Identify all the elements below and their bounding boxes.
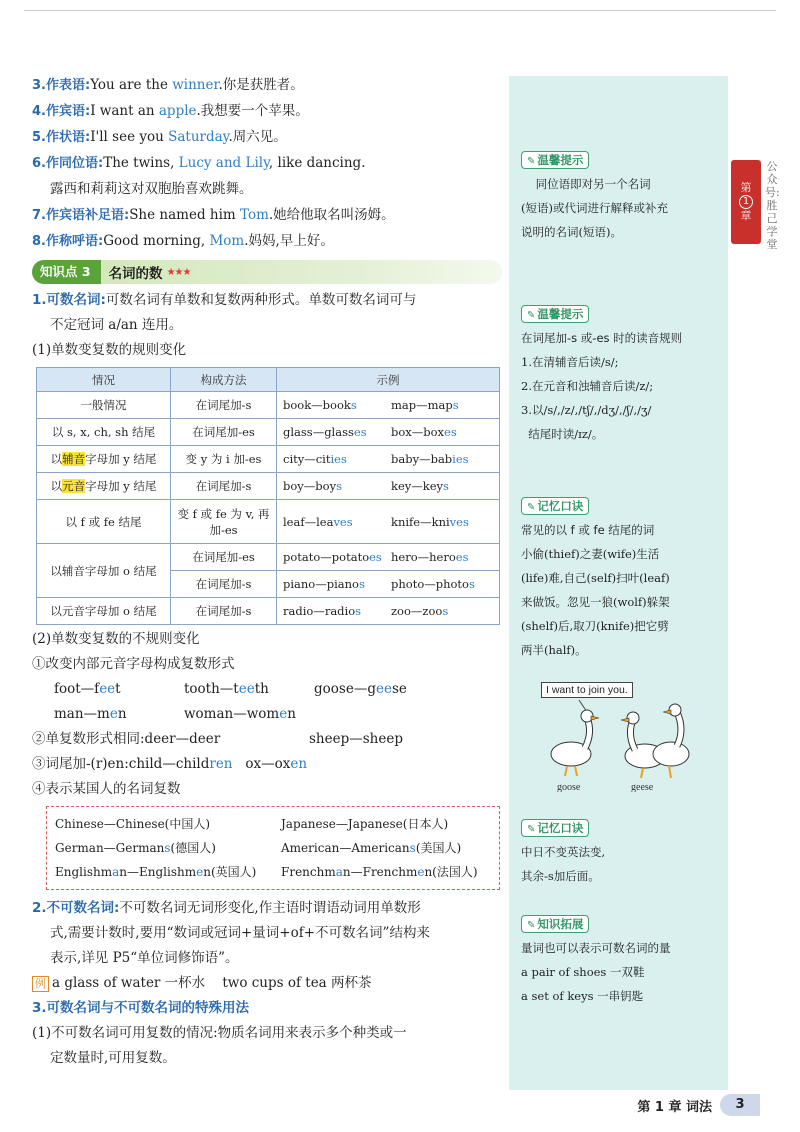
suffix: s <box>452 398 459 412</box>
table-row <box>37 544 500 571</box>
table-cell: 变 y 为 i 加-es <box>171 446 277 473</box>
usage-highlight: Saturday <box>168 129 229 145</box>
example-word: piano—pianos <box>283 577 365 591</box>
lightbulb-icon: ✎ <box>527 156 536 167</box>
usage-highlight: Tom <box>239 207 269 223</box>
usage-list <box>32 72 502 254</box>
goose-label: goose <box>557 782 581 792</box>
page-footer <box>637 1094 760 1116</box>
top-rule <box>24 10 776 11</box>
suffix: s <box>350 398 357 412</box>
usage-label: 7.作宾语补足语: <box>32 208 130 223</box>
word-pair: man—men <box>54 706 127 722</box>
nationality-box <box>46 806 500 890</box>
table-header-cell: 示例 <box>277 368 500 392</box>
tip-extension: ✎ 知识拓展 量词也可以表示可数名词的量 a pair of shoes 一双鞋 a set of keys 一串钥匙 <box>521 917 671 1003</box>
highlight-mark: 辅音 <box>62 452 86 466</box>
usage-line <box>32 176 502 202</box>
usage-line <box>32 150 502 176</box>
usage-text: I want an <box>90 103 159 119</box>
table-row <box>37 392 500 419</box>
table-cell: 变 f 或 fe 为 v, 再加-es <box>171 500 277 544</box>
usage-label: 8.作称呼语: <box>32 234 104 249</box>
usage-text: .她给他取名叫汤姆。 <box>268 207 395 223</box>
table-header <box>37 368 500 392</box>
usage-text: You are the <box>90 77 173 93</box>
suffix: ies <box>452 452 469 466</box>
table-cell <box>277 419 500 446</box>
table-cell <box>277 598 500 625</box>
knowledge-point-title: 名词的数 <box>108 266 163 282</box>
subsection-title: (1)单数变复数的规则变化 <box>32 342 187 358</box>
section-countable <box>32 288 502 313</box>
table-cell <box>277 473 500 500</box>
table-cell <box>277 392 500 419</box>
tip-heading: ✎ 温馨提示 <box>521 305 589 323</box>
example-word: glass—glasses <box>283 425 367 439</box>
plural-rules-table <box>36 367 500 625</box>
chapter-tab: 第 1 章 <box>731 160 761 244</box>
example-word: book—books <box>283 398 357 412</box>
chapter-label: 第 1 章 词法 <box>637 1099 712 1115</box>
tip-memory-f: ✎ 记忆口诀 常见的以 f 或 fe 结尾的词 小偷(thief)之妻(wife)生活 (life)难,自己(self)扫叶(leaf) 来做饭。忽见一狼(wolf)躲架 (shelf)后,取刀(knife)把它劈 两半(half)。 <box>521 499 670 657</box>
suffix: s <box>336 479 342 493</box>
table-cell <box>277 544 500 571</box>
suffix: es <box>353 425 367 439</box>
example-word: baby—babies <box>391 452 469 466</box>
vowel-change: ee <box>238 681 255 697</box>
usage-highlight: apple <box>158 103 197 119</box>
section-heading: 2.不可数名词: <box>32 900 120 916</box>
table-cell: 在词尾加-es <box>171 419 277 446</box>
nationality-row: Chinese—Chinese(中国人) Japanese—Japanese(日本人) <box>55 817 449 831</box>
table-cell <box>277 500 500 544</box>
example-word: knife—knives <box>391 514 469 529</box>
table-cell: 以 f 或 fe 结尾 <box>37 500 171 544</box>
usage-label: 4.作宾语: <box>32 104 91 119</box>
usage-text: .你是获胜者。 <box>218 77 304 93</box>
table-cell: 一般情况 <box>37 392 171 419</box>
usage-text: , like dancing. <box>268 155 366 171</box>
table-row <box>37 419 500 446</box>
usage-label: 5.作状语: <box>32 130 91 145</box>
usage-text: Good morning, <box>103 233 210 249</box>
table-cell: 在词尾加-s <box>171 571 277 598</box>
rule-item: ①改变内部元音字母构成复数形式 <box>32 656 235 672</box>
word-pair: foot—feet <box>54 681 121 697</box>
usage-label: 3.作表语: <box>32 78 91 93</box>
suffix: ies <box>330 452 347 466</box>
example-word: leaf—leaves <box>283 514 353 529</box>
suffix: ves <box>333 514 353 529</box>
usage-highlight: Lucy and Lily <box>178 155 269 171</box>
vertical-watermark: 公众号:胜己学堂 <box>765 160 780 251</box>
page-number: 3 <box>720 1094 760 1116</box>
example-word: boy—boys <box>283 479 342 493</box>
vowel-change: ee <box>99 681 116 697</box>
sidebar <box>509 76 728 1090</box>
lightbulb-icon: ✎ <box>527 310 536 321</box>
example-word: hero—heroes <box>391 550 469 564</box>
rule-item: ④表示某国人的名词复数 <box>32 781 181 797</box>
goose-icon <box>551 710 599 776</box>
table-header-cell: 情况 <box>37 368 171 392</box>
table-row <box>37 446 500 473</box>
suffix: ves <box>449 514 469 529</box>
geese-label: geese <box>631 782 654 792</box>
usage-line <box>32 72 502 98</box>
suffix: s <box>468 577 475 591</box>
nationality-row: Englishman—Englishmen(英国人) Frenchman—Frenchmen(法国人) <box>55 865 478 879</box>
table-cell: 在词尾加-s <box>171 473 277 500</box>
table-cell: 以元音字母加 y 结尾 <box>37 473 171 500</box>
brain-icon: ✎ <box>527 824 536 835</box>
table-cell: 以 s, x, ch, sh 结尾 <box>37 419 171 446</box>
table-header-cell: 构成方法 <box>171 368 277 392</box>
goose-illustration <box>535 682 705 792</box>
geese-icon <box>621 704 689 778</box>
usage-text: I'll see you <box>90 129 169 145</box>
usage-line <box>32 124 502 150</box>
word-pair: tooth—teeth <box>184 681 269 697</box>
stars-icon: ★★★ <box>166 266 191 278</box>
section-text-cont: 不定冠词 a/an 连用。 <box>50 317 183 333</box>
usage-line <box>32 202 502 228</box>
section-uncountable: 2.不可数名词:不可数名词无词形变化,作主语时谓语动词用单数形 <box>32 900 421 916</box>
example-line: 例 a glass of water 一杯水 two cups of tea 两杯茶 <box>32 971 502 996</box>
suffix: s <box>355 604 362 618</box>
table-cell: 在词尾加-s <box>171 598 277 625</box>
brain-icon: ✎ <box>527 502 536 513</box>
vowel-change: ee <box>375 681 392 697</box>
word-row <box>32 702 502 727</box>
example-word: photo—photos <box>391 577 475 591</box>
rule-item: ③词尾加-(r)en:child—children ox—oxen <box>32 756 308 772</box>
example-word: key—keys <box>391 479 449 493</box>
section-text: 可数名词有单数和复数两种形式。单数可数名词可与 <box>105 292 417 308</box>
word-pair: goose—geese <box>314 681 407 697</box>
usage-text: 露西和莉莉这对双胞胎喜欢跳舞。 <box>50 181 253 197</box>
table-cell: 以辅音字母加 o 结尾 <box>37 544 171 598</box>
highlight-mark: 元音 <box>62 479 86 493</box>
section-heading: 3.可数名词与不可数名词的特殊用法 <box>32 1000 250 1016</box>
example-word: city—cities <box>283 452 347 466</box>
section-text-cont: 式,需要计数时,要用“数词或冠词+量词+of+不可数名词”结构来 <box>50 925 430 941</box>
section-text-cont: 定数量时,可用复数。 <box>50 1050 176 1066</box>
book-icon: ✎ <box>527 920 536 931</box>
table-body <box>37 392 500 625</box>
table-cell: 以辅音字母加 y 结尾 <box>37 446 171 473</box>
suffix: es <box>444 425 457 439</box>
usage-text: The twins, <box>103 155 179 171</box>
example-word: zoo—zoos <box>391 604 449 618</box>
table-cell: 在词尾加-es <box>171 544 277 571</box>
table-row <box>37 500 500 544</box>
knowledge-point-tag: 知识点 3 <box>32 260 101 284</box>
knowledge-point-bar <box>32 260 502 284</box>
usage-label: 6.作同位语: <box>32 156 104 171</box>
usage-highlight: winner <box>172 77 219 93</box>
subsection-title: (2)单数变复数的不规则变化 <box>32 631 200 647</box>
usage-text: .我想要一个苹果。 <box>196 103 309 119</box>
tip-heading: ✎ 温馨提示 <box>521 151 589 169</box>
usage-text: .周六见。 <box>228 129 287 145</box>
section-heading: 1.可数名词: <box>32 292 106 308</box>
section-text-cont: 表示,详见 P5“单位词修饰语”。 <box>50 950 239 966</box>
tip-appositive: ✎ 温馨提示 同位语即对另一个名词 (短语)或代词进行解释或补充 说明的名词(短语)。 <box>521 153 668 239</box>
tip-heading: ✎ 记忆口诀 <box>521 819 589 837</box>
suffix: es <box>455 550 469 564</box>
usage-text: She named him <box>129 207 240 223</box>
rule-item: ②单复数形式相同:deer—deer sheep—sheep <box>32 731 403 747</box>
word-row <box>32 677 502 702</box>
suffix: s <box>358 577 365 591</box>
word-pair: woman—women <box>184 706 296 722</box>
usage-text: .妈妈,早上好。 <box>244 233 334 249</box>
example-word: radio—radios <box>283 604 362 618</box>
example-word: potato—potatoes <box>283 550 382 564</box>
section-text: (1)不可数名词可用复数的情况:物质名词用来表示多个种类或一 <box>32 1025 407 1041</box>
vowel-change: e <box>279 706 288 722</box>
usage-line <box>32 228 502 254</box>
tip-heading: ✎ 记忆口诀 <box>521 497 589 515</box>
geese-drawing <box>535 682 705 792</box>
vowel-change: e <box>109 706 118 722</box>
usage-highlight: Mom <box>209 233 245 249</box>
tip-memory-nationality: ✎ 记忆口诀 中日不变英法变, 其余-s加后面。 <box>521 821 606 883</box>
table-row <box>37 473 500 500</box>
table-cell <box>277 571 500 598</box>
tip-heading: ✎ 知识拓展 <box>521 915 589 933</box>
suffix: s <box>442 604 449 618</box>
table-row <box>37 598 500 625</box>
speech-bubble: I want to join you. <box>541 682 633 698</box>
table-cell: 以元音字母加 o 结尾 <box>37 598 171 625</box>
usage-line <box>32 98 502 124</box>
table-cell <box>277 446 500 473</box>
suffix: es <box>369 550 382 564</box>
example-word: map—maps <box>391 398 459 412</box>
main-column <box>32 72 502 1071</box>
nationality-row: German—Germans(德国人) American—Americans(美国人) <box>55 841 462 855</box>
suffix: s <box>443 479 449 493</box>
example-word: box—boxes <box>391 425 457 439</box>
table-cell: 在词尾加-s <box>171 392 277 419</box>
example-icon: 例 <box>32 976 49 992</box>
tip-pronunciation: ✎ 温馨提示 在词尾加-s 或-es 时的读音规则 1.在清辅音后读/s/; 2.在元音和浊辅音后读/z/; 3.以/s/,/z/,/tʃ/,/dʒ/,/ʃ/,/ʒ/ 结尾时读/ɪz/。 <box>521 307 683 441</box>
